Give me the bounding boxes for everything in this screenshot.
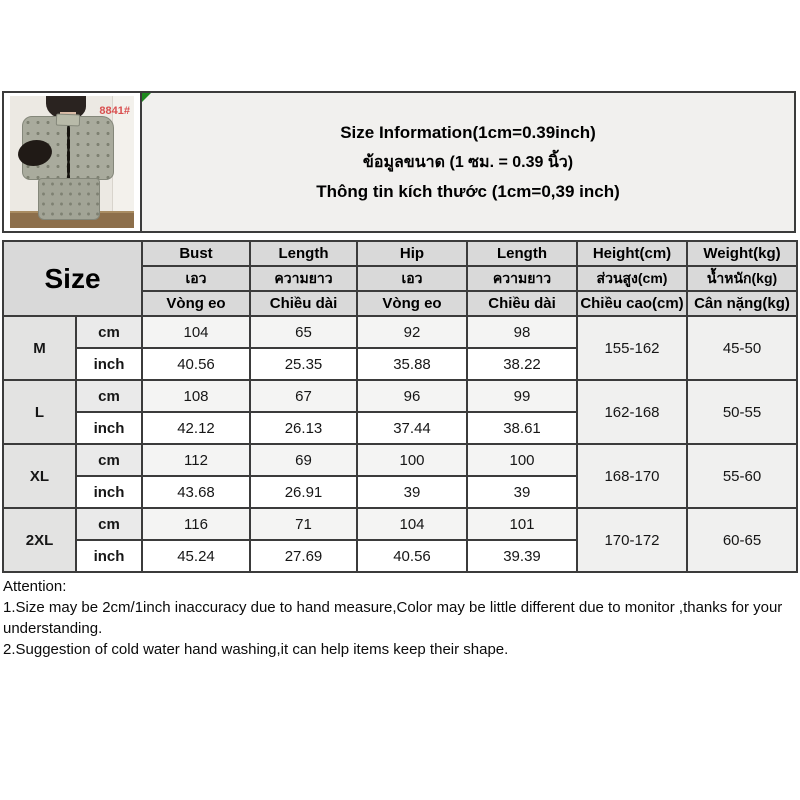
title-vietnamese: Thông tin kích thước (1cm=0,39 inch) — [316, 181, 620, 201]
attention-note — [3, 576, 798, 660]
unit-cell: inch — [76, 540, 142, 572]
col-header-length1-vi: Chiều dài — [250, 291, 357, 316]
col-header-height: Height(cm) — [577, 241, 687, 266]
attention-line-1: 1.Size may be 2cm/1inch inaccuracy due to hand measure,Color may be little different due to monitor ,thanks for your understanding. — [3, 599, 783, 637]
height-cell: 155-162 — [577, 316, 687, 380]
value-cell: 98 — [467, 316, 577, 348]
col-header-height-th: ส่วนสูง(cm) — [577, 266, 687, 291]
col-header-bust-vi: Vòng eo — [142, 291, 250, 316]
value-cell: 43.68 — [142, 476, 250, 508]
value-cell: 104 — [357, 508, 467, 540]
value-cell: 71 — [250, 508, 357, 540]
unit-cell: inch — [76, 476, 142, 508]
value-cell: 65 — [250, 316, 357, 348]
row-2xl-cm — [3, 508, 797, 540]
value-cell: 69 — [250, 444, 357, 476]
col-header-weight-th: น้ำหนัก(kg) — [687, 266, 797, 291]
value-cell: 116 — [142, 508, 250, 540]
value-cell: 38.22 — [467, 348, 577, 380]
col-header-length2-vi: Chiều dài — [467, 291, 577, 316]
value-cell: 42.12 — [142, 412, 250, 444]
value-cell: 112 — [142, 444, 250, 476]
value-cell: 40.56 — [357, 540, 467, 572]
unit-cell: inch — [76, 348, 142, 380]
value-cell: 40.56 — [142, 348, 250, 380]
value-cell: 100 — [357, 444, 467, 476]
value-cell: 67 — [250, 380, 357, 412]
col-header-bust-th: เอว — [142, 266, 250, 291]
size-cell: M — [3, 316, 76, 380]
col-header-hip: Hip — [357, 241, 467, 266]
size-column-header: Size — [3, 241, 142, 316]
weight-cell: 60-65 — [687, 508, 797, 572]
title-thai: ข้อมูลขนาด (1 ซม. = 0.39 นิ้ว) — [362, 153, 574, 171]
value-cell: 35.88 — [357, 348, 467, 380]
col-header-hip-vi: Vòng eo — [357, 291, 467, 316]
value-cell: 45.24 — [142, 540, 250, 572]
col-header-length1: Length — [250, 241, 357, 266]
row-xl-cm — [3, 444, 797, 476]
value-cell: 38.61 — [467, 412, 577, 444]
photo-pajama-collar — [56, 114, 80, 127]
col-header-weight-vi: Cân nặng(kg) — [687, 291, 797, 316]
unit-cell: cm — [76, 444, 142, 476]
col-header-length1-th: ความยาว — [250, 266, 357, 291]
photo-pajama-buttons — [67, 126, 70, 178]
weight-cell: 45-50 — [687, 316, 797, 380]
col-header-length2-th: ความยาว — [467, 266, 577, 291]
value-cell: 100 — [467, 444, 577, 476]
weight-cell: 50-55 — [687, 380, 797, 444]
col-header-height-vi: Chiều cao(cm) — [577, 291, 687, 316]
size-info-title-cell — [142, 91, 796, 233]
size-cell: 2XL — [3, 508, 76, 572]
unit-cell: cm — [76, 380, 142, 412]
value-cell: 104 — [142, 316, 250, 348]
photo-pajama-pants — [38, 178, 100, 220]
row-m-cm — [3, 316, 797, 348]
col-header-weight: Weight(kg) — [687, 241, 797, 266]
header-block — [2, 91, 796, 233]
value-cell: 39 — [467, 476, 577, 508]
value-cell: 99 — [467, 380, 577, 412]
size-cell: L — [3, 380, 76, 444]
value-cell: 39.39 — [467, 540, 577, 572]
value-cell: 101 — [467, 508, 577, 540]
style-code-label: 8841# — [99, 105, 130, 117]
height-cell: 162-168 — [577, 380, 687, 444]
size-table — [2, 240, 798, 573]
value-cell: 27.69 — [250, 540, 357, 572]
attention-line-2: 2.Suggestion of cold water hand washing,it can help items keep their shape. — [3, 641, 509, 658]
row-l-cm — [3, 380, 797, 412]
header-row-en — [3, 241, 797, 266]
value-cell: 26.91 — [250, 476, 357, 508]
value-cell: 26.13 — [250, 412, 357, 444]
value-cell: 108 — [142, 380, 250, 412]
value-cell: 37.44 — [357, 412, 467, 444]
unit-cell: cm — [76, 508, 142, 540]
col-header-hip-th: เอว — [357, 266, 467, 291]
col-header-bust: Bust — [142, 241, 250, 266]
height-cell: 168-170 — [577, 444, 687, 508]
title-english: Size Information(1cm=0.39inch) — [340, 122, 596, 142]
weight-cell: 55-60 — [687, 444, 797, 508]
value-cell: 39 — [357, 476, 467, 508]
product-photo — [10, 96, 134, 228]
height-cell: 170-172 — [577, 508, 687, 572]
unit-cell: inch — [76, 412, 142, 444]
corner-marker-icon — [142, 93, 151, 102]
product-photo-cell — [2, 91, 142, 233]
value-cell: 96 — [357, 380, 467, 412]
unit-cell: cm — [76, 316, 142, 348]
size-cell: XL — [3, 444, 76, 508]
value-cell: 92 — [357, 316, 467, 348]
attention-heading: Attention: — [3, 578, 67, 595]
value-cell: 25.35 — [250, 348, 357, 380]
col-header-length2: Length — [467, 241, 577, 266]
